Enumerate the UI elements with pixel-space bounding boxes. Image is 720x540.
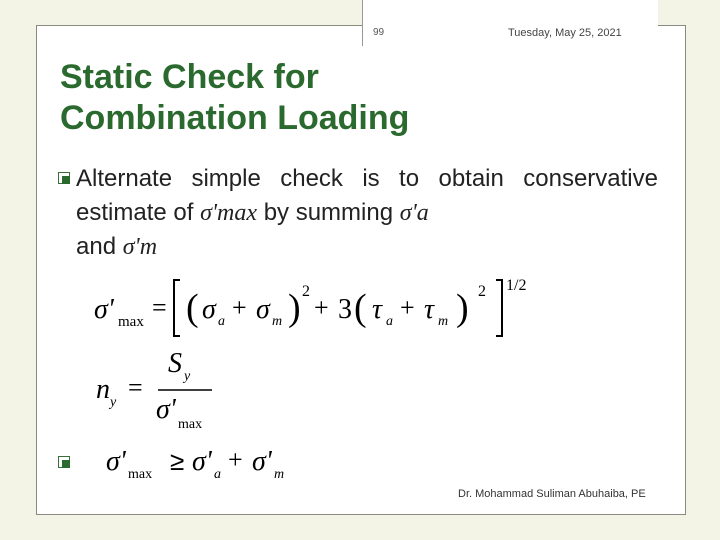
svg-text:τ: τ: [424, 294, 435, 325]
svg-text:a: a: [386, 314, 393, 329]
page-number: 99: [373, 27, 385, 38]
svg-text:): ): [456, 287, 469, 329]
date-label: Tuesday, May 25, 2021: [508, 27, 622, 39]
bullet-lead-text: Alternate simple check is to obtain conservative estimate of: [76, 165, 658, 226]
eq3-graphic: [104, 440, 304, 486]
svg-text:2: 2: [302, 283, 310, 300]
svg-text:3: 3: [338, 294, 352, 325]
sigma-m-symbol: σ'm: [122, 234, 158, 260]
svg-text:max: max: [178, 417, 203, 432]
svg-text:2: 2: [478, 283, 486, 300]
svg-text:≥: ≥: [170, 446, 185, 476]
svg-text:σ': σ': [252, 446, 272, 477]
bullet-text: [76, 162, 658, 264]
svg-text:σ: σ: [202, 294, 216, 325]
svg-text:1/2: 1/2: [506, 277, 527, 294]
svg-text:S: S: [168, 348, 182, 379]
header-bar: [362, 0, 658, 46]
svg-text:a: a: [218, 314, 225, 329]
svg-text:m: m: [272, 314, 283, 329]
eq1-graphic: [94, 272, 544, 342]
svg-text:σ: σ: [256, 294, 270, 325]
equation-von-mises: [94, 272, 544, 342]
sigma-max-symbol: σ'max: [200, 200, 258, 226]
bullet-and-text: and: [76, 233, 117, 260]
svg-text:(: (: [354, 287, 367, 329]
svg-text:σ': σ': [156, 394, 176, 425]
svg-text:m: m: [274, 467, 285, 482]
svg-text:σ': σ': [192, 446, 212, 477]
svg-text:=: =: [152, 293, 167, 322]
equation-conservative: [104, 440, 304, 486]
bullet-middle-text: by summing: [263, 199, 394, 226]
equation-safety-factor: [94, 346, 234, 436]
footer-author: Dr. Mohammad Suliman Abuhaiba, PE: [458, 488, 646, 500]
svg-text:m: m: [438, 314, 449, 329]
svg-text:+: +: [400, 293, 415, 322]
svg-text:max: max: [118, 314, 144, 330]
svg-text:(: (: [186, 287, 199, 329]
eq2-graphic: [94, 346, 234, 436]
sigma-a-symbol: σ'a: [399, 200, 429, 226]
svg-text:=: =: [128, 373, 143, 402]
header-divider: [362, 0, 363, 46]
svg-text:+: +: [314, 293, 329, 322]
svg-text:n: n: [96, 374, 110, 405]
svg-text:+: +: [228, 445, 243, 474]
svg-text:σ': σ': [94, 294, 114, 325]
svg-text:): ): [288, 287, 301, 329]
bullet-icon-2: [58, 456, 70, 468]
svg-text:y: y: [184, 369, 191, 384]
svg-text:+: +: [232, 293, 247, 322]
svg-text:a: a: [214, 467, 221, 482]
svg-text:y: y: [110, 395, 117, 410]
svg-text:σ': σ': [106, 446, 126, 477]
bullet-icon: [58, 172, 70, 184]
svg-text:τ: τ: [372, 294, 383, 325]
svg-text:max: max: [128, 467, 153, 482]
slide-title: Static Check for Combination Loading: [60, 58, 410, 137]
